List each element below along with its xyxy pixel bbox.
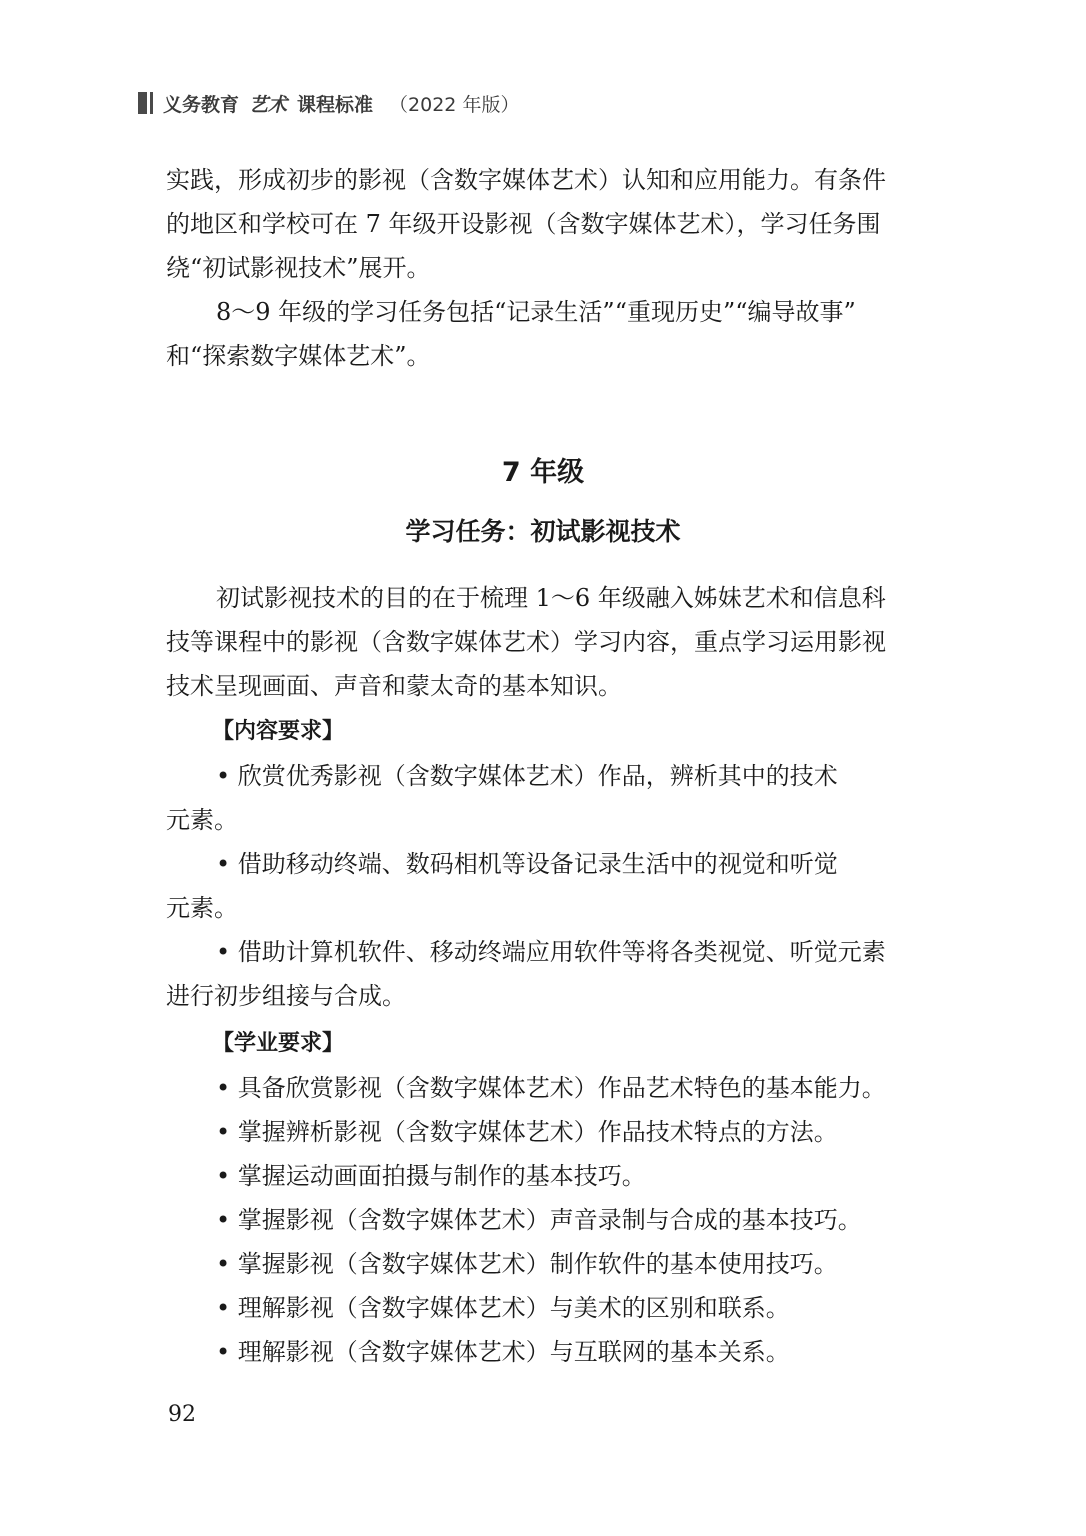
grade-title: 7 年级	[501, 457, 585, 488]
intro-line-2: 的地区和学校可在 7 年级开设影视（含数字媒体艺术），学习任务围	[166, 210, 881, 238]
academic-item-5: • 掌握影视（含数字媒体艺术）制作软件的基本使用技巧。	[216, 1250, 838, 1278]
academic-item-3: • 掌握运动画面拍摄与制作的基本技巧。	[216, 1162, 646, 1190]
header-subject: 艺术	[249, 93, 288, 116]
running-header	[138, 88, 519, 118]
academic-item-1: • 具备欣赏影视（含数字媒体艺术）作品艺术特色的基本能力。	[216, 1074, 886, 1102]
task-intro-line-2: 技等课程中的影视（含数字媒体艺术）学习内容，重点学习运用影视	[166, 628, 886, 656]
content-item-3-line-2: 进行初步组接与合成。	[166, 982, 406, 1010]
content-item-3-line-1: • 借助计算机软件、移动终端应用软件等将各类视觉、听觉元素	[216, 938, 886, 966]
header-series-title: 义务教育	[163, 93, 240, 116]
intro-line-4: 8～9 年级的学习任务包括“记录生活”“重现历史”“编导故事”	[216, 298, 856, 326]
academic-item-6: • 理解影视（含数字媒体艺术）与美术的区别和联系。	[216, 1294, 790, 1322]
intro-line-5: 和“探索数字媒体艺术”。	[166, 342, 431, 370]
academic-item-7: • 理解影视（含数字媒体艺术）与互联网的基本关系。	[216, 1338, 790, 1366]
academic-requirements-heading: 【学业要求】	[212, 1031, 345, 1056]
intro-line-3: 绕“初试影视技术”展开。	[166, 254, 431, 282]
content-item-2-line-1: • 借助移动终端、数码相机等设备记录生活中的视觉和听觉	[216, 850, 838, 878]
content-item-1-line-2: 元素。	[166, 806, 238, 834]
academic-item-2: • 掌握辨析影视（含数字媒体艺术）作品技术特点的方法。	[216, 1118, 838, 1146]
page-number: 92	[168, 1402, 196, 1427]
task-intro-line-3: 技术呈现画面、声音和蒙太奇的基本知识。	[166, 672, 622, 700]
header-bar-mark-icon	[138, 92, 153, 114]
header-edition: （2022 年版）	[389, 93, 520, 116]
content-item-1-line-1: • 欣赏优秀影视（含数字媒体艺术）作品，辨析其中的技术	[216, 762, 838, 790]
content-item-2-line-2: 元素。	[166, 894, 238, 922]
header-doc-title: 课程标准	[297, 93, 374, 116]
intro-line-1: 实践，形成初步的影视（含数字媒体艺术）认知和应用能力。有条件	[166, 166, 886, 194]
task-title: 学习任务：初试影视技术	[405, 517, 681, 546]
academic-item-4: • 掌握影视（含数字媒体艺术）声音录制与合成的基本技巧。	[216, 1206, 862, 1234]
task-intro-line-1: 初试影视技术的目的在于梳理 1～6 年级融入姊妹艺术和信息科	[216, 584, 886, 612]
content-requirements-heading: 【内容要求】	[212, 719, 345, 744]
